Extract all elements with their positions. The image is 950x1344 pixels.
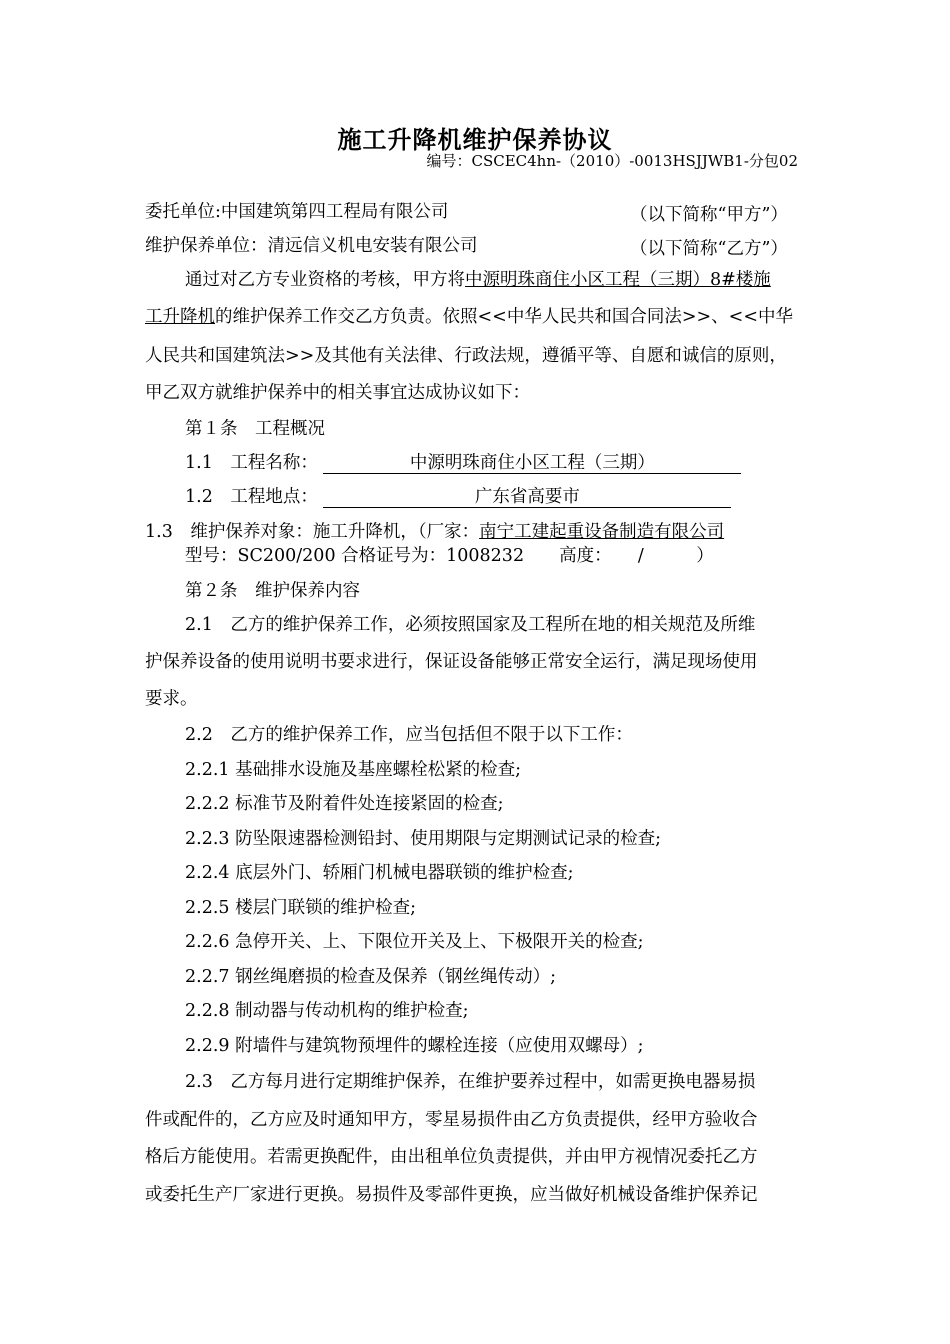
- intro-text: 的维护保养工作交乙方负责。依照<<中华人民共和国合同法>>、<<中华: [215, 307, 793, 327]
- party-a-label: 委托单位:中国建筑第四工程局有限公司: [145, 202, 449, 222]
- list-item: 2.2.8 制动器与传动机构的维护检查;: [185, 1001, 469, 1021]
- maintenance-object-label: 1.3 维护保养对象：施工升降机，（厂家：: [145, 522, 480, 542]
- clause-2-3-row-3: 格后方能使用。若需更换配件，由出租单位负责提供，并由甲方视情况委托乙方: [145, 1147, 758, 1167]
- list-item: 2.2.4 底层外门、轿厢门机械电器联锁的维护检查;: [185, 863, 574, 883]
- clause-2-1-row-2: 护保养设备的使用说明书要求进行，保证设备能够正常安全运行，满足现场使用: [145, 652, 758, 672]
- manufacturer-name: 南宁工建起重设备制造有限公司: [479, 522, 725, 542]
- list-item: 2.2.9 附墙件与建筑物预埋件的螺栓连接（应使用双螺母）;: [185, 1036, 644, 1056]
- clause-2-1-row-1: 2.1 乙方的维护保养工作，必须按照国家及工程所在地的相关规范及所维: [185, 615, 756, 635]
- party-b-label: 维护保养单位：清远信义机电安装有限公司: [145, 236, 478, 256]
- clause-2-2: 2.2 乙方的维护保养工作，应当包括但不限于以下工作：: [185, 725, 633, 745]
- list-item: 2.2.6 急停开关、上、下限位开关及上、下极限开关的检查;: [185, 932, 644, 952]
- project-name-underlined-cont: 工升降机: [145, 307, 215, 327]
- list-item: 2.2.2 标准节及附着件处连接紧固的检查;: [185, 794, 504, 814]
- list-item: 2.2.7 钢丝绳磨损的检查及保养（钢丝绳传动）;: [185, 967, 556, 987]
- list-item: 2.2.5 楼层门联锁的维护检查;: [185, 898, 416, 918]
- model-line: 型号：SC200/200 合格证号为：1008232 高度： / ）: [185, 546, 714, 566]
- list-item: 2.2.1 基础排水设施及基座螺栓松紧的检查;: [185, 760, 521, 780]
- intro-row-1: [185, 269, 771, 291]
- clause-2-3-row-1: 2.3 乙方每月进行定期维护保养，在维护要养过程中，如需更换电器易损: [185, 1072, 756, 1092]
- intro-row-4: 甲乙双方就维护保养中的相关事宜达成协议如下：: [145, 383, 530, 403]
- intro-row-3: 人民共和国建筑法>>及其他有关法律、行政法规，遵循平等、自愿和诚信的原则，: [145, 346, 787, 366]
- project-site-value: 广东省高要市: [323, 487, 731, 508]
- clause-2-1-row-3: 要求。: [145, 689, 198, 709]
- intro-text: 通过对乙方专业资格的考核，甲方将: [185, 270, 465, 290]
- project-name-underlined: 中源明珠商住小区工程（三期）8#楼施: [465, 270, 771, 290]
- document-title: 施工升降机维护保养协议: [337, 125, 613, 154]
- project-site-label: 1.2 工程地点：: [185, 487, 318, 507]
- project-name-row: [185, 452, 741, 474]
- party-b-alias: （以下简称“乙方”）: [630, 239, 788, 259]
- article-2-heading: 第２条 维护保养内容: [185, 581, 360, 601]
- project-name-label: 1.1 工程名称：: [185, 453, 318, 473]
- maintenance-object-row: [145, 521, 724, 543]
- list-item: 2.2.3 防坠限速器检测铅封、使用期限与定期测试记录的检查;: [185, 829, 661, 849]
- document-number: 编号：CSCEC4hn-（2010）-0013HSJJWB1-分包02: [426, 152, 798, 170]
- clause-2-3-row-2: 件或配件的，乙方应及时通知甲方，零星易损件由乙方负责提供，经甲方验收合: [145, 1110, 758, 1130]
- clause-2-3-row-4: 或委托生产厂家进行更换。易损件及零部件更换，应当做好机械设备维护保养记: [145, 1185, 758, 1205]
- article-1-heading: 第１条 工程概况: [185, 419, 325, 439]
- party-a-alias: （以下简称“甲方”）: [630, 205, 788, 225]
- intro-row-2: [145, 306, 793, 328]
- project-site-row: [185, 486, 731, 508]
- project-name-value: 中源明珠商住小区工程（三期）: [323, 453, 741, 474]
